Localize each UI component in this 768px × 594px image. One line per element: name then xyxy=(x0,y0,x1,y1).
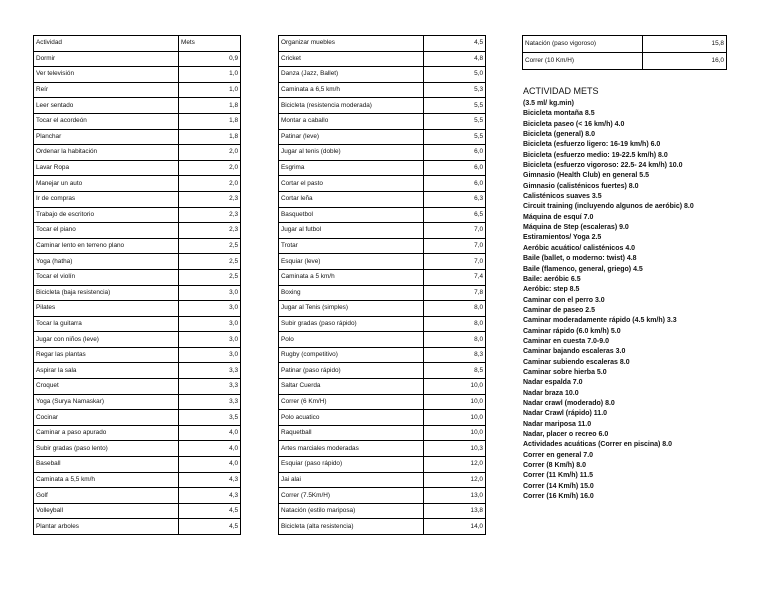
table-row xyxy=(279,82,486,98)
activity-cell: Cortar el pasto xyxy=(279,176,424,192)
mets-cell: 5,5 xyxy=(424,129,486,145)
activity-cell: Trabajo de escritorio xyxy=(34,207,179,223)
table-row xyxy=(279,301,486,317)
table-row xyxy=(34,176,241,192)
mets-cell: 14,0 xyxy=(424,519,486,535)
list-item: Aeróbic: step 8.5 xyxy=(523,286,580,294)
table-row xyxy=(34,301,241,317)
activity-cell: Esquiar (leve) xyxy=(279,254,424,270)
list-item: Nadar crawl (moderado) 8.0 xyxy=(523,399,615,407)
activity-cell: Correr (6 Km/H) xyxy=(279,394,424,410)
activity-cell: Esquiar (paso rápido) xyxy=(279,457,424,473)
table-row xyxy=(34,98,241,114)
mets-cell: 2,5 xyxy=(179,254,241,270)
mets-cell: 3,5 xyxy=(179,410,241,426)
activity-cell: Plantar arboles xyxy=(34,519,179,535)
table-row xyxy=(34,145,241,161)
mets-cell: 3,0 xyxy=(179,285,241,301)
mets-cell: 6,0 xyxy=(424,145,486,161)
table-row xyxy=(279,410,486,426)
mets-cell: 0,9 xyxy=(179,51,241,67)
list-item: Correr (8 Km/h) 8.0 xyxy=(523,462,587,470)
activity-cell: Natación (paso vigoroso) xyxy=(523,36,643,53)
activity-cell: Cocinar xyxy=(34,410,179,426)
list-item: Máquina de esquí 7.0 xyxy=(523,213,594,221)
mets-cell: 2,0 xyxy=(179,176,241,192)
table-row xyxy=(34,457,241,473)
table-row xyxy=(34,285,241,301)
table-row xyxy=(34,347,241,363)
table-row xyxy=(279,425,486,441)
list-item: Bicicleta montaña 8.5 xyxy=(523,110,595,118)
table-row xyxy=(279,269,486,285)
table-row xyxy=(523,36,727,53)
mets-cell: 13,8 xyxy=(424,503,486,519)
table-row xyxy=(34,488,241,504)
table-row xyxy=(34,472,241,488)
activity-cell: Jugar con niños (leve) xyxy=(34,332,179,348)
list-item: Bicicleta (esfuerzo vigoroso: 22.5- 24 km/h) 10.0 xyxy=(523,162,683,170)
table-row xyxy=(279,36,486,52)
table-row xyxy=(279,238,486,254)
mets-cell: 10,3 xyxy=(424,441,486,457)
table-row xyxy=(523,53,727,70)
activity-cell: Artes marciales moderadas xyxy=(279,441,424,457)
list-item: Baile: aeróbic 6.5 xyxy=(523,275,581,283)
mets-cell: 4,0 xyxy=(179,425,241,441)
activity-cell: Danza (Jazz, Ballet) xyxy=(279,67,424,83)
table-row xyxy=(34,113,241,129)
activity-cell: Subir gradas (paso lento) xyxy=(34,441,179,457)
activity-cell: Raquetball xyxy=(279,425,424,441)
table-row xyxy=(279,441,486,457)
mets-cell: 4,5 xyxy=(424,36,486,52)
table-row xyxy=(279,223,486,239)
activity-cell: Bicicleta (resistencia moderada) xyxy=(279,98,424,114)
table-row xyxy=(34,223,241,239)
mets-cell: 3,0 xyxy=(179,301,241,317)
activity-cell: Correr (7.5Km/H) xyxy=(279,488,424,504)
list-item: Caminar con el perro 3.0 xyxy=(523,296,605,304)
list-item: Máquina de Step (escaleras) 9.0 xyxy=(523,224,629,232)
mets-cell: 2,5 xyxy=(179,269,241,285)
table-row xyxy=(279,254,486,270)
activity-cell: Lavar Ropa xyxy=(34,160,179,176)
mets-cell: 4,0 xyxy=(179,457,241,473)
list-item: Nadar espalda 7.0 xyxy=(523,379,583,387)
list-item: Correr en general 7.0 xyxy=(523,451,594,459)
mets-cell: 4,8 xyxy=(424,51,486,67)
table-row xyxy=(279,98,486,114)
table-row xyxy=(34,363,241,379)
table-row xyxy=(34,316,241,332)
activity-cell: Regar las plantas xyxy=(34,347,179,363)
table-row xyxy=(279,503,486,519)
list-item: Baile (flamenco, general, griego) 4.5 xyxy=(523,265,643,273)
mets-cell: 8,5 xyxy=(424,363,486,379)
mets-cell: 12,0 xyxy=(424,457,486,473)
activity-cell: Subir gradas (paso rápido) xyxy=(279,316,424,332)
mets-cell: 5,3 xyxy=(424,82,486,98)
activity-cell: Correr (10 Km/H) xyxy=(523,53,643,70)
mets-cell: 15,8 xyxy=(643,36,727,53)
table-row xyxy=(279,332,486,348)
mets-cell: 13,0 xyxy=(424,488,486,504)
list-item: Caminar bajando escaleras 3.0 xyxy=(523,348,626,356)
activity-cell: Basquetbol xyxy=(279,207,424,223)
mets-cell: 2,5 xyxy=(179,238,241,254)
activity-cell: Ordenar la habitación xyxy=(34,145,179,161)
activity-cell: Tocar la guitarra xyxy=(34,316,179,332)
table-row xyxy=(279,519,486,535)
table-row xyxy=(34,441,241,457)
table-row xyxy=(34,425,241,441)
table-row xyxy=(34,394,241,410)
list-title: ACTIVIDAD METS xyxy=(523,86,599,96)
mets-cell: 2,0 xyxy=(179,160,241,176)
table-row xyxy=(279,191,486,207)
activity-cell: Tocar el piano xyxy=(34,223,179,239)
activity-cell: Croquet xyxy=(34,379,179,395)
mets-cell: 7,4 xyxy=(424,269,486,285)
table-row xyxy=(279,160,486,176)
mets-cell: 1,8 xyxy=(179,113,241,129)
list-item: Gimnasio (Health Club) en general 5.5 xyxy=(523,172,650,180)
activity-cell: Pilates xyxy=(34,301,179,317)
activity-cell: Saltar Cuerda xyxy=(279,379,424,395)
list-item: Bicicleta (general) 8.0 xyxy=(523,131,595,139)
mets-cell: 4,3 xyxy=(179,488,241,504)
mets-cell: 7,0 xyxy=(424,254,486,270)
mets-cell: 2,0 xyxy=(179,145,241,161)
activity-cell: Manejar un auto xyxy=(34,176,179,192)
activity-cell: Esgrima xyxy=(279,160,424,176)
list-item: Bicicleta paseo (< 16 km/h) 4.0 xyxy=(523,120,625,128)
list-item: Caminar subiendo escaleras 8.0 xyxy=(523,358,630,366)
mets-cell: 4,5 xyxy=(179,519,241,535)
list-item: Calisténicos suaves 3.5 xyxy=(523,193,602,201)
list-item: Nadar Crawl (rápido) 11.0 xyxy=(523,410,608,418)
mets-cell: 1,8 xyxy=(179,98,241,114)
activity-cell: Organizar muebles xyxy=(279,36,424,52)
list-item: Caminar rápido (6.0 km/h) 5.0 xyxy=(523,327,621,335)
list-item: Correr (11 Km/h) 11.5 xyxy=(523,472,594,480)
table-row xyxy=(279,379,486,395)
mets-table-3 xyxy=(522,35,727,70)
list-item: Correr (16 Km/h) 16.0 xyxy=(523,493,594,501)
mets-cell: 3,3 xyxy=(179,379,241,395)
activity-cell: Ver televisión xyxy=(34,67,179,83)
table-row xyxy=(34,410,241,426)
mets-cell: 1,0 xyxy=(179,82,241,98)
activity-cell: Dormir xyxy=(34,51,179,67)
table-row xyxy=(34,51,241,67)
mets-cell: 8,0 xyxy=(424,301,486,317)
activity-cell: Golf xyxy=(34,488,179,504)
table-row xyxy=(279,145,486,161)
mets-cell: 3,0 xyxy=(179,332,241,348)
mets-cell: 7,8 xyxy=(424,285,486,301)
activity-cell: Bicicleta (alta resistencia) xyxy=(279,519,424,535)
activity-cell: Polo acuatico xyxy=(279,410,424,426)
mets-cell: 10,0 xyxy=(424,425,486,441)
table-row xyxy=(279,176,486,192)
activity-cell: Leer sentado xyxy=(34,98,179,114)
activity-cell: Patinar (leve) xyxy=(279,129,424,145)
mets-cell: 10,0 xyxy=(424,394,486,410)
activity-cell: Natación (estilo mariposa) xyxy=(279,503,424,519)
mets-cell: 4,5 xyxy=(179,503,241,519)
activity-cell: Tocar el violín xyxy=(34,269,179,285)
list-item: Actividades acuáticas (Correr en piscina) 8.0 xyxy=(523,441,673,449)
table-row xyxy=(279,316,486,332)
mets-cell: 5,0 xyxy=(424,67,486,83)
mets-cell: 6,5 xyxy=(424,207,486,223)
mets-cell: 6,0 xyxy=(424,160,486,176)
activity-cell: Bicicleta (baja resistencia) xyxy=(34,285,179,301)
mets-cell: 8,3 xyxy=(424,347,486,363)
activity-cell: Jai alai xyxy=(279,472,424,488)
table-row xyxy=(279,457,486,473)
table-row xyxy=(279,488,486,504)
mets-cell: 3,3 xyxy=(179,363,241,379)
activity-cell: Jugar al Tenis (simples) xyxy=(279,301,424,317)
mets-cell: 12,0 xyxy=(424,472,486,488)
activity-cell: Aspirar la sala xyxy=(34,363,179,379)
mets-cell: 4,0 xyxy=(179,441,241,457)
activity-cell: Patinar (paso rápido) xyxy=(279,363,424,379)
mets-cell: 1,0 xyxy=(179,67,241,83)
table-row xyxy=(34,129,241,145)
mets-cell: 7,0 xyxy=(424,223,486,239)
mets-table-1 xyxy=(33,35,241,535)
list-item: Aeróbic acuático/ calisténicos 4.0 xyxy=(523,244,636,252)
activity-cell: Jugar al futbol xyxy=(279,223,424,239)
table-row xyxy=(279,285,486,301)
activity-cell: Caminata a 6,5 km/h xyxy=(279,82,424,98)
activity-cell: Caminar a paso apurado xyxy=(34,425,179,441)
table-row xyxy=(279,363,486,379)
table-row xyxy=(279,113,486,129)
table-row xyxy=(34,519,241,535)
list-item: Caminar de paseo 2.5 xyxy=(523,306,595,314)
mets-cell: 5,5 xyxy=(424,98,486,114)
activity-cell: Cricket xyxy=(279,51,424,67)
mets-cell: 10,0 xyxy=(424,410,486,426)
mets-cell: 16,0 xyxy=(643,53,727,70)
mets-activity-list xyxy=(523,86,763,502)
table-row xyxy=(34,503,241,519)
table-row xyxy=(279,472,486,488)
table-row xyxy=(279,207,486,223)
activity-cell: Rugby (competitivo) xyxy=(279,347,424,363)
table-row xyxy=(34,332,241,348)
list-item: Estiramientos/ Yoga 2.5 xyxy=(523,234,602,242)
activity-cell: Yoga (hatha) xyxy=(34,254,179,270)
header-mets: Mets xyxy=(179,36,241,52)
activity-cell: Caminata a 5 km/h xyxy=(279,269,424,285)
list-item: Circuit training (incluyendo algunos de aeróbic) 8.0 xyxy=(523,203,694,211)
table-row xyxy=(279,67,486,83)
list-subtitle: (3.5 ml/ kg.min) xyxy=(523,100,574,107)
table-row xyxy=(279,347,486,363)
activity-cell: Caminata a 5,5 km/h xyxy=(34,472,179,488)
table-row xyxy=(34,254,241,270)
mets-cell: 10,0 xyxy=(424,379,486,395)
list-item: Baile (ballet, o moderno: twist) 4.8 xyxy=(523,255,637,263)
mets-table-2 xyxy=(278,35,486,535)
activity-cell: Caminar lento en terreno plano xyxy=(34,238,179,254)
mets-cell: 2,3 xyxy=(179,191,241,207)
table-header-row xyxy=(34,36,241,52)
mets-cell: 6,0 xyxy=(424,176,486,192)
list-item: Caminar sobre hierba 5.0 xyxy=(523,368,607,376)
list-items xyxy=(523,109,763,502)
activity-cell: Tocar el acordeón xyxy=(34,113,179,129)
activity-cell: Boxing xyxy=(279,285,424,301)
mets-cell: 2,3 xyxy=(179,223,241,239)
mets-cell: 3,3 xyxy=(179,394,241,410)
mets-cell: 3,0 xyxy=(179,316,241,332)
mets-cell: 3,0 xyxy=(179,347,241,363)
mets-cell: 5,5 xyxy=(424,113,486,129)
activity-cell: Cortar leña xyxy=(279,191,424,207)
mets-cell: 7,0 xyxy=(424,238,486,254)
mets-cell: 8,0 xyxy=(424,316,486,332)
table-row xyxy=(279,51,486,67)
mets-cell: 4,3 xyxy=(179,472,241,488)
table-row xyxy=(34,67,241,83)
table-row xyxy=(34,191,241,207)
activity-cell: Jugar al tenis (doble) xyxy=(279,145,424,161)
activity-cell: Baseball xyxy=(34,457,179,473)
activity-cell: Ir de compras xyxy=(34,191,179,207)
table-row xyxy=(279,394,486,410)
activity-cell: Reír xyxy=(34,82,179,98)
table-row xyxy=(34,238,241,254)
list-item: Caminar en cuesta 7.0-9.0 xyxy=(523,337,609,345)
list-item: Nadar, placer o recreo 6.0 xyxy=(523,431,609,438)
activity-cell: Yoga (Surya Namaskar) xyxy=(34,394,179,410)
table-row xyxy=(279,129,486,145)
mets-cell: 2,3 xyxy=(179,207,241,223)
activity-cell: Volleyball xyxy=(34,503,179,519)
table-row xyxy=(34,82,241,98)
table-row xyxy=(34,160,241,176)
list-item: Bicicleta (esfuerzo ligero: 16-19 km/h) 6.0 xyxy=(523,141,661,149)
mets-cell: 1,8 xyxy=(179,129,241,145)
activity-cell: Planchar xyxy=(34,129,179,145)
table-row xyxy=(34,207,241,223)
activity-cell: Montar a caballo xyxy=(279,113,424,129)
table-row xyxy=(34,379,241,395)
header-activity: Actividad xyxy=(34,36,179,52)
list-item: Bicicleta (esfuerzo medio: 19-22.5 km/h) 8.0 xyxy=(523,151,668,159)
list-item: Nadar mariposa 11.0 xyxy=(523,420,592,428)
activity-cell: Trotar xyxy=(279,238,424,254)
list-item: Correr (14 Km/h) 15.0 xyxy=(523,482,594,490)
activity-cell: Polo xyxy=(279,332,424,348)
table-row xyxy=(34,269,241,285)
list-item: Caminar moderadamente rápido (4.5 km/h) 3.3 xyxy=(523,317,677,325)
mets-cell: 6,3 xyxy=(424,191,486,207)
list-item: Nadar braza 10.0 xyxy=(523,389,579,397)
list-item: Gimnasio (calisténicos fuertes) 8.0 xyxy=(523,182,639,190)
mets-cell: 8,0 xyxy=(424,332,486,348)
